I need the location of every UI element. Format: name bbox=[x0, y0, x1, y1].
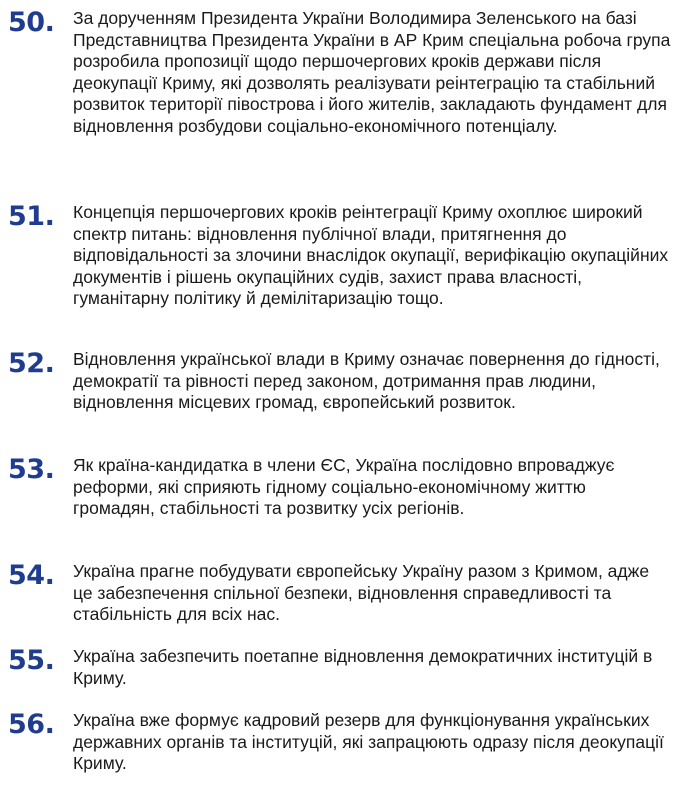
point-text: Як країна-кандидатка в члени ЄС, Україна послідовно впроваджує реформи, які сприяють гідному соціально-економічному життю громадян, стабільності та розвитку усіх регіонів. bbox=[73, 455, 615, 518]
point-number: 56. bbox=[8, 709, 55, 740]
point-number: 53. bbox=[8, 454, 55, 485]
point-number: 51. bbox=[8, 201, 55, 232]
point-text: Україна прагне побудувати європейську Україну разом з Кримом, адже це забезпечення спільної безпеки, відновлення справедливості та стабільність для всіх нас. bbox=[73, 561, 650, 624]
point-text: За дорученням Президента України Володимира Зеленського на базі Представництва Президента України в АР Крим спеціальна робоча група розробила пропозиції щодо першочергових кроків держави після деокупації Криму, які дозволять реалізувати реінтеграцію та стабільний розвиток території півострова і його жителів, закладають фундамент для відновлення розбудови соціально-економічного потенціалу. bbox=[73, 8, 671, 136]
point-number: 55. bbox=[8, 645, 55, 676]
point-number: 50. bbox=[8, 7, 55, 38]
point-text: Україна забезпечить поетапне відновлення демократичних інституцій в Криму. bbox=[73, 646, 653, 688]
point-text: Концепція першочергових кроків реінтеграції Криму охоплює широкий спектр питань: відновлення публічної влади, притягнення до відповідальності за злочини внаслідок окупації, верифікацію окупаційних документів і рішень окупаційних судів, захист права власності, гуманітарну політику й демілітаризацію тощо. bbox=[73, 202, 669, 308]
point-text: Україна вже формує кадровий резерв для функціонування українських державних органів та інституцій, які запрацюють одразу після деокупації Криму. bbox=[73, 710, 664, 773]
point-number: 54. bbox=[8, 560, 55, 591]
point-number: 52. bbox=[8, 348, 55, 379]
point-text: Відновлення української влади в Криму означає повернення до гідності, демократії та рівності перед законом, дотримання прав людини, відновлення місцевих громад, європейський розвиток. bbox=[73, 349, 660, 412]
